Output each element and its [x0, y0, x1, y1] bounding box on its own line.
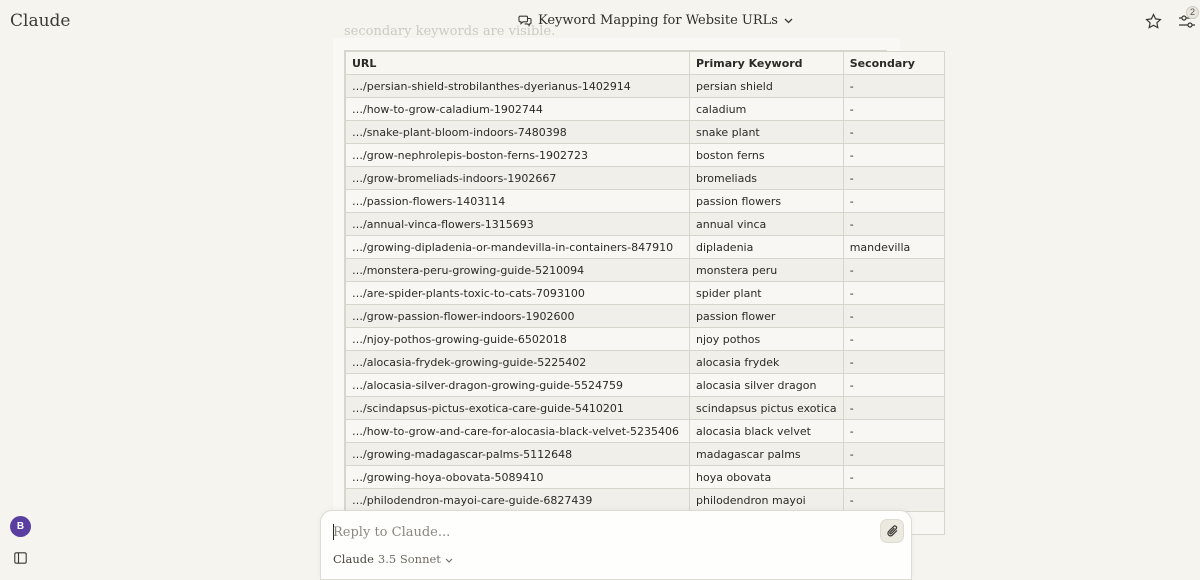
url-cell: …/philodendron-mayoi-care-guide-6827439: [346, 489, 690, 512]
table-row: [346, 213, 945, 236]
secondary-keyword-cell: -: [843, 328, 944, 351]
table-row: [346, 305, 945, 328]
table-row: [346, 282, 945, 305]
reply-composer: [320, 510, 912, 580]
secondary-keyword-cell: -: [843, 397, 944, 420]
secondary-keyword-cell: -: [843, 144, 944, 167]
url-cell: …/passion-flowers-1403114: [346, 190, 690, 213]
table-row: [346, 167, 945, 190]
keyword-mapping-table: [345, 51, 945, 535]
table-row: [346, 121, 945, 144]
url-cell: …/persian-shield-strobilanthes-dyerianus-1402914: [346, 75, 690, 98]
secondary-keyword-cell: -: [843, 489, 944, 512]
column-header-url: URL: [346, 52, 690, 75]
url-cell: …/annual-vinca-flowers-1315693: [346, 213, 690, 236]
table-row: [346, 75, 945, 98]
primary-keyword-cell: dipladenia: [690, 236, 844, 259]
primary-keyword-cell: njoy pothos: [690, 328, 844, 351]
url-cell: …/how-to-grow-caladium-1902744: [346, 98, 690, 121]
url-cell: …/alocasia-frydek-growing-guide-5225402: [346, 351, 690, 374]
url-cell: …/alocasia-silver-dragon-growing-guide-5524759: [346, 374, 690, 397]
url-cell: …/monstera-peru-growing-guide-5210094: [346, 259, 690, 282]
secondary-keyword-cell: -: [843, 282, 944, 305]
secondary-keyword-cell: -: [843, 213, 944, 236]
primary-keyword-cell: passion flower: [690, 305, 844, 328]
table-row: [346, 259, 945, 282]
column-header-secondary: Secondary: [843, 52, 944, 75]
table-header-row: [346, 52, 945, 75]
secondary-keyword-cell: -: [843, 305, 944, 328]
primary-keyword-cell: hoya obovata: [690, 466, 844, 489]
table-artifact: [333, 24, 915, 510]
primary-keyword-cell: alocasia frydek: [690, 351, 844, 374]
secondary-keyword-cell: -: [843, 75, 944, 98]
chevron-down-icon: [784, 18, 793, 24]
chevron-down-icon: [445, 552, 453, 566]
url-cell: …/growing-hoya-obovata-5089410: [346, 466, 690, 489]
avatar[interactable]: B: [10, 516, 31, 537]
table-row: [346, 190, 945, 213]
table-row: [346, 236, 945, 259]
primary-keyword-cell: snake plant: [690, 121, 844, 144]
url-cell: …/growing-dipladenia-or-mandevilla-in-containers-847910: [346, 236, 690, 259]
url-cell: …/grow-passion-flower-indoors-1902600: [346, 305, 690, 328]
star-icon[interactable]: [1145, 13, 1162, 30]
secondary-keyword-cell: mandevilla: [843, 236, 944, 259]
url-cell: …/growing-madagascar-palms-5112648: [346, 443, 690, 466]
url-cell: …/are-spider-plants-toxic-to-cats-7093100: [346, 282, 690, 305]
secondary-keyword-cell: -: [843, 420, 944, 443]
faded-response-text: secondary keywords are visible.: [344, 24, 556, 39]
secondary-keyword-cell: -: [843, 167, 944, 190]
secondary-keyword-cell: -: [843, 121, 944, 144]
primary-keyword-cell: boston ferns: [690, 144, 844, 167]
primary-keyword-cell: alocasia black velvet: [690, 420, 844, 443]
secondary-keyword-cell: -: [843, 443, 944, 466]
reply-input[interactable]: [333, 522, 853, 542]
table-row: [346, 443, 945, 466]
brand-logo[interactable]: Claude: [10, 11, 71, 31]
primary-keyword-cell: persian shield: [690, 75, 844, 98]
primary-keyword-cell: annual vinca: [690, 213, 844, 236]
keyword-table-container[interactable]: [344, 50, 915, 510]
conversation-title-dropdown[interactable]: [518, 13, 793, 28]
primary-keyword-cell: alocasia silver dragon: [690, 374, 844, 397]
secondary-keyword-cell: -: [843, 374, 944, 397]
model-selector[interactable]: [333, 552, 453, 566]
table-row: [346, 489, 945, 512]
primary-keyword-cell: scindapsus pictus exotica: [690, 397, 844, 420]
notification-badge: 2: [1186, 6, 1199, 19]
table-row: [346, 420, 945, 443]
conversation-title: Keyword Mapping for Website URLs: [538, 13, 778, 28]
sidebar-toggle-icon[interactable]: [14, 551, 27, 563]
paperclip-icon[interactable]: [880, 519, 904, 543]
table-row: [346, 466, 945, 489]
url-cell: …/scindapsus-pictus-exotica-care-guide-5410201: [346, 397, 690, 420]
column-header-primary-keyword: Primary Keyword: [690, 52, 844, 75]
secondary-keyword-cell: -: [843, 351, 944, 374]
model-name: Claude: [333, 552, 374, 566]
table-row: [346, 328, 945, 351]
secondary-keyword-cell: -: [843, 190, 944, 213]
secondary-keyword-cell: -: [843, 98, 944, 121]
primary-keyword-cell: spider plant: [690, 282, 844, 305]
url-cell: …/how-to-grow-and-care-for-alocasia-black-velvet-5235406: [346, 420, 690, 443]
url-cell: …/snake-plant-bloom-indoors-7480398: [346, 121, 690, 144]
primary-keyword-cell: philodendron mayoi: [690, 489, 844, 512]
model-version: 3.5 Sonnet: [377, 552, 441, 566]
table-row: [346, 374, 945, 397]
secondary-keyword-cell: -: [843, 466, 944, 489]
primary-keyword-cell: bromeliads: [690, 167, 844, 190]
text-caret: [333, 524, 334, 540]
primary-keyword-cell: monstera peru: [690, 259, 844, 282]
table-row: [346, 397, 945, 420]
primary-keyword-cell: passion flowers: [690, 190, 844, 213]
url-cell: …/grow-nephrolepis-boston-ferns-1902723: [346, 144, 690, 167]
primary-keyword-cell: caladium: [690, 98, 844, 121]
table-row: [346, 98, 945, 121]
secondary-keyword-cell: -: [843, 259, 944, 282]
url-cell: …/grow-bromeliads-indoors-1902667: [346, 167, 690, 190]
primary-keyword-cell: madagascar palms: [690, 443, 844, 466]
table-row: [346, 351, 945, 374]
table-row: [346, 144, 945, 167]
url-cell: …/njoy-pothos-growing-guide-6502018: [346, 328, 690, 351]
